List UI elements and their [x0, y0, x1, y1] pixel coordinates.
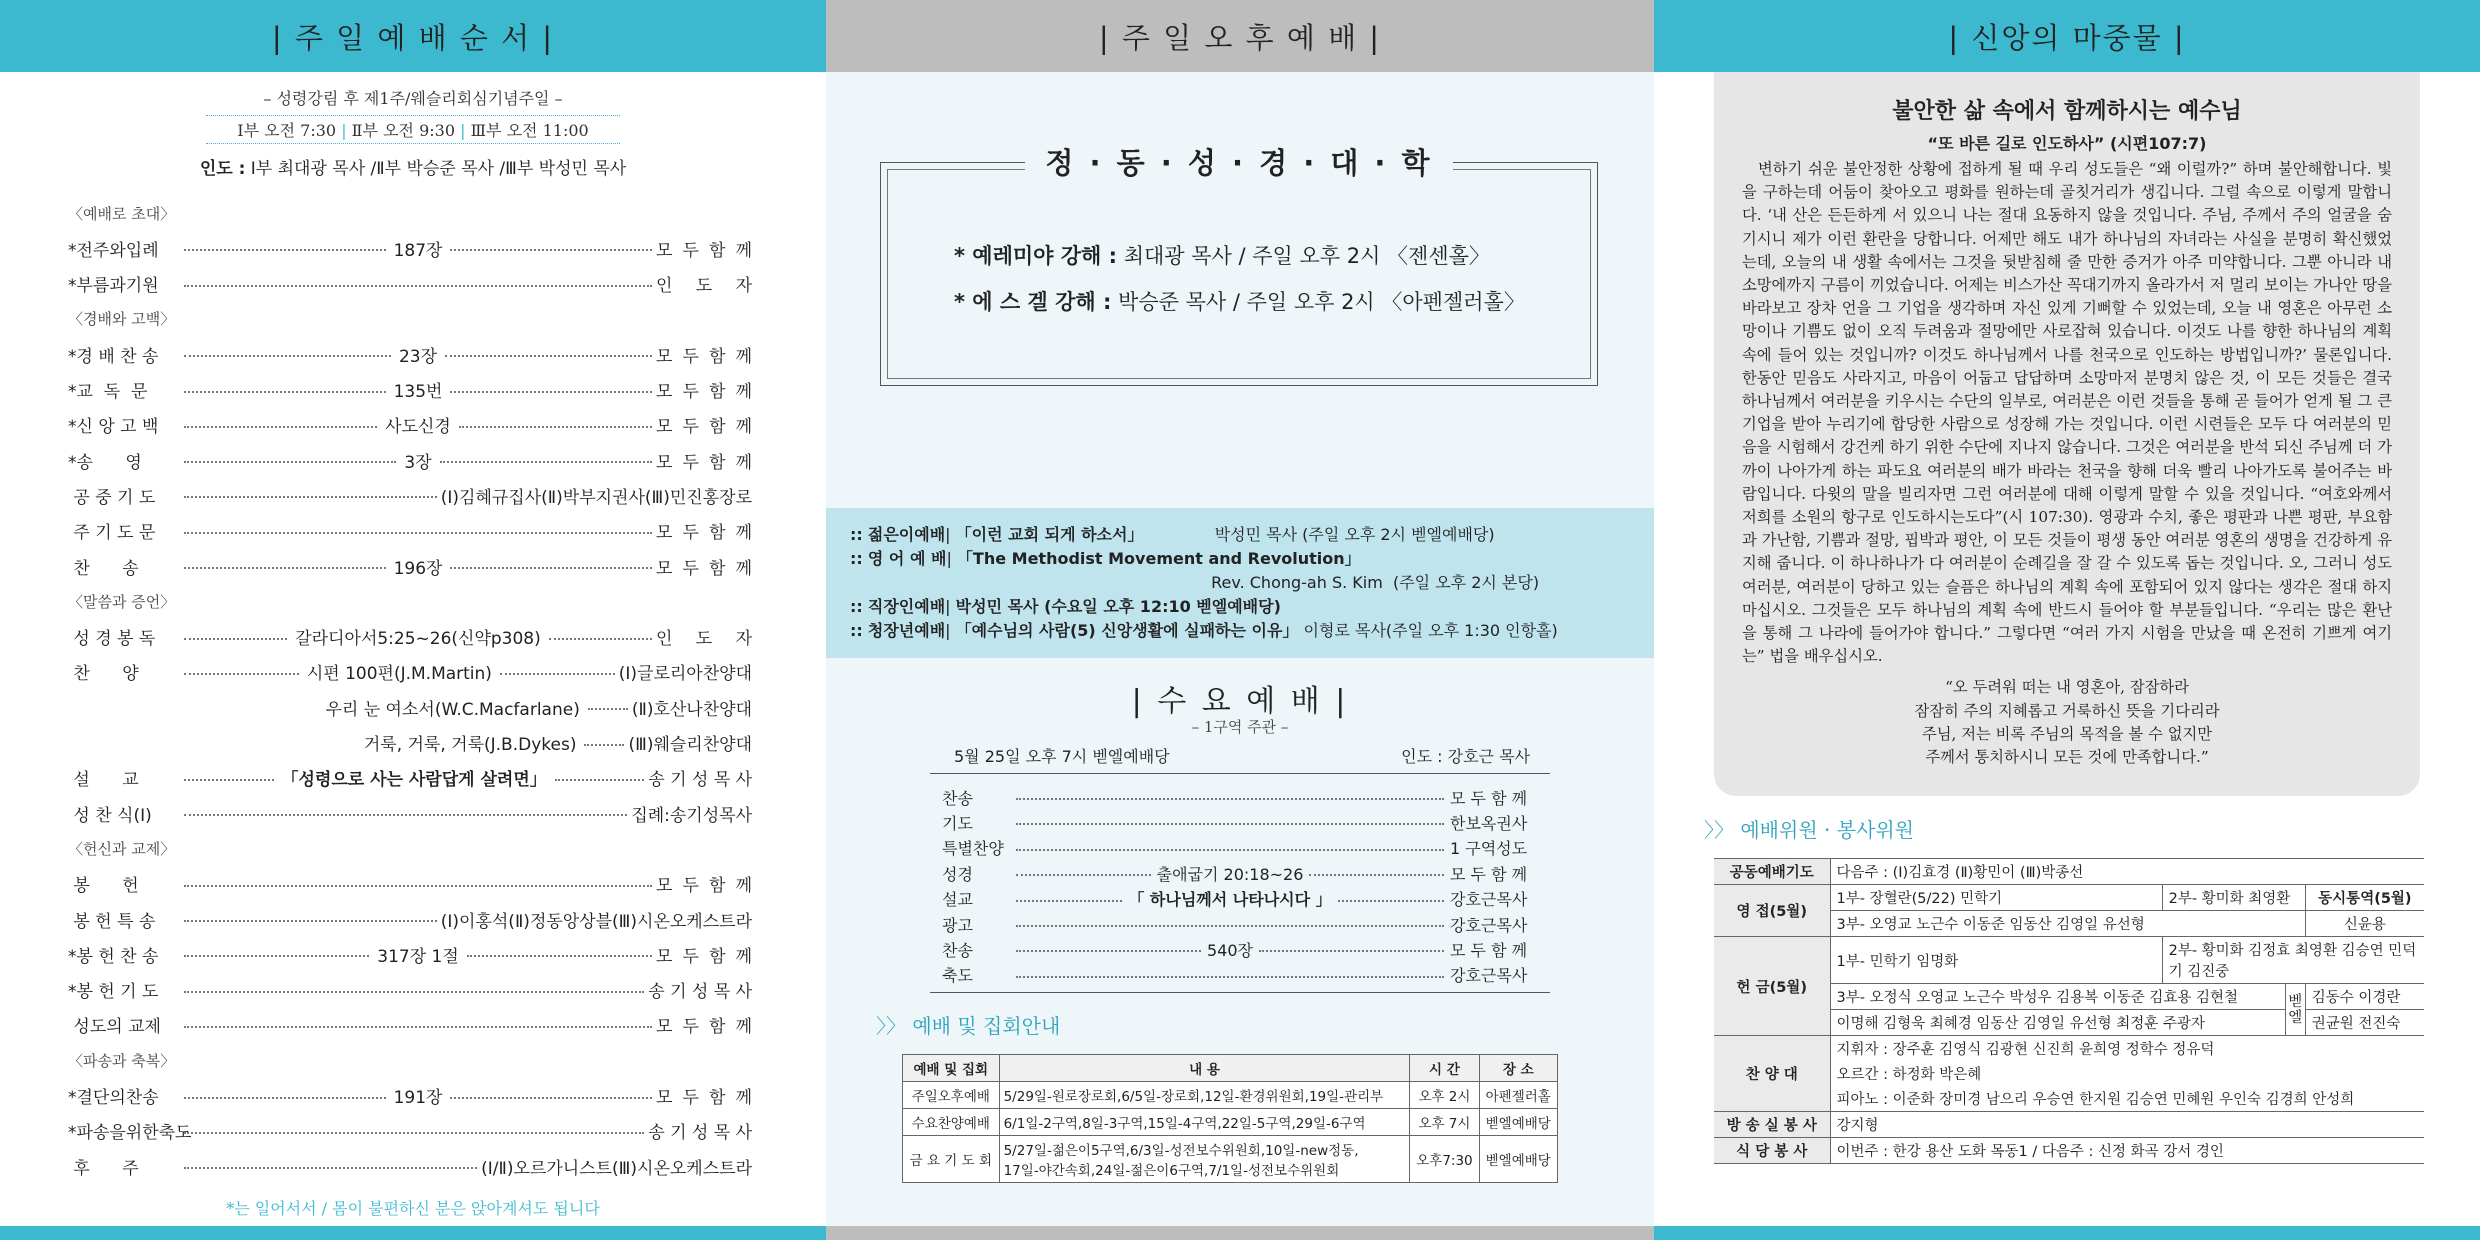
devotional-box [1714, 72, 2420, 796]
row-leader: 모 두 함 께 [656, 452, 752, 473]
row-label: *부름과기원 [68, 276, 159, 297]
leader-dots [184, 391, 386, 393]
staff-table: 공동예배기도 다음주 : (Ⅰ)김효경 (Ⅱ)황민이 (Ⅲ)박종선 영 접(5월) 1부- 장혈란(5/22) 민학기 2부- 황미화 최영환 동시통역(5월) 3부- 오영교 노근수 이동준 임동산 김영일 유선형 신윤용 헌 금(5월) 1부- 민학기 임명화 2부- 황미화 김정효 최영환 김승연 민덕기 김진중 3부- 오정식 오영교 노근수 박성우 김용복 이동준 김효용 김현철 벧 엘 김동수 이경란 이명해 김형욱 최혜경 임동산 김영일 유선형 최정훈 주광자 권균원 전진숙 찬 양 대 지휘자 : 장주훈 김영식 김광현 신진희 윤희영 정학수 정유덕 오르간 : 하정화 박은혜 피아노 : 이준화 장미경 남으리 우승연 한지원 김승연 민혜원 우인숙 김경희 안성희 방 송 실 봉 사 강지형 식 당 봉 사 이번주 : 한강 용산 도화 목동1 / 다음주 : 신정 화곡 강서 경인 [1714, 858, 2424, 1164]
row-item: 187장 [393, 240, 443, 261]
service-row [68, 339, 752, 369]
leader-dots [184, 532, 652, 534]
row-label: 설 교 [68, 770, 139, 791]
service-row [68, 728, 752, 758]
row-item: 317장 1절 [377, 946, 459, 967]
wednesday-row: 찬송 모 두 함 께 [942, 788, 1528, 808]
row-label: 성도의 교제 [68, 1017, 161, 1038]
row-label: 주 기 도 문 [68, 523, 156, 544]
leader-dots [184, 567, 386, 569]
service-row [68, 692, 752, 722]
leader-dots [184, 1167, 477, 1169]
wednesday-row: 특별찬양 1 구역성도 [942, 839, 1528, 859]
table-row: 금 요 기 도 회 5/27일-젊은이5구역,6/3일-성전보수위원회,10일-new정동, 17일-야간속회,24일-젊은이6구역,7/1일-성전보수위원회 오후7:30 벧엘예배당 [903, 1136, 1558, 1183]
time-1: Ⅰ부 오전 7:30 [237, 121, 337, 140]
leader-dots [555, 779, 645, 781]
section-heading [68, 586, 752, 616]
row-item: 23장 [398, 346, 438, 367]
leader-dots [184, 673, 299, 675]
service-row [68, 1116, 752, 1146]
service-times: Ⅰ부 오전 7:30 | Ⅱ부 오전 9:30 | Ⅲ부 오전 11:00 [206, 115, 620, 144]
leader-dots [450, 391, 652, 393]
leader-dots [445, 355, 652, 357]
afternoon-service-line: :: 영 어 예 배| 「The Methodist Movement and Revolution」 [850, 549, 1361, 568]
wednesday-row: 설교 「 하나님께서 나타나시다 」 강호근목사 [942, 890, 1528, 910]
row-leader: 모 두 함 께 [656, 876, 752, 897]
leader-dots [184, 638, 287, 640]
row-leader: 모 두 함 께 [656, 558, 752, 579]
bottom-bar [826, 1226, 1654, 1240]
service-row [68, 551, 752, 581]
row-leader: (Ⅱ)호산나찬양대 [631, 699, 752, 720]
service-row [68, 233, 752, 263]
row-leader: 모 두 함 께 [656, 1017, 752, 1038]
row-label: 성 경 봉 독 [68, 629, 156, 650]
service-row [68, 622, 752, 652]
row-item: 사도신경 [385, 417, 451, 438]
gatherings-heading: 〉〉 예배 및 집회안내 [876, 1014, 1061, 1038]
service-row [68, 763, 752, 793]
leaders-text: Ⅰ부 최대광 목사 /Ⅱ부 박승준 목사 /Ⅲ부 박성민 목사 [250, 159, 627, 179]
leaders-label: 인도 : [199, 159, 246, 179]
afternoon-services-box [826, 508, 1654, 658]
wednesday-row: 성경 출애굽기 20:18~26 모 두 함 께 [942, 864, 1528, 884]
row-leader: 집례:송기성목사 [631, 805, 752, 826]
row-item: 135번 [393, 382, 443, 402]
service-row [68, 975, 752, 1005]
leader-dots [184, 1132, 644, 1134]
afternoon-service-line: :: 직장인예배| 박성민 목사 (수요일 오후 12:10 벧엘예배당) [850, 597, 1281, 616]
service-row [68, 869, 752, 899]
row-leader: 인 도 자 [656, 276, 752, 297]
wednesday-row: 찬송 540장 모 두 함 께 [942, 940, 1528, 960]
service-row [68, 1151, 752, 1181]
devotional-title: 불안한 삶 속에서 함께하시는 예수님 [1892, 99, 2242, 124]
wednesday-row: 기도 한보옥권사 [942, 813, 1528, 833]
wednesday-row: 축도 강호근목사 [942, 966, 1528, 986]
leader-dots [500, 673, 615, 675]
row-item: 3장 [404, 452, 432, 473]
leader-dots [467, 955, 652, 957]
leader-dots [584, 744, 624, 746]
section-heading [68, 1045, 752, 1075]
leader-dots [450, 249, 652, 251]
service-row [68, 904, 752, 934]
row-leader: 송 기 성 목 사 [648, 770, 753, 791]
row-leader: 모 두 함 께 [656, 240, 752, 261]
order-of-worship-panel [0, 0, 826, 1240]
row-item: 우리 눈 여소서(W.C.Macfarlane) [325, 699, 580, 720]
table-header: 내 용 [999, 1055, 1410, 1082]
divider [930, 992, 1550, 993]
leader-dots [184, 461, 396, 463]
row-label: 찬 송 [68, 558, 139, 579]
row-label: 찬 양 [68, 664, 139, 685]
row-item: 191장 [393, 1088, 443, 1108]
row-label: 공 중 기 도 [68, 487, 156, 508]
wednesday-subtitle: – 1구역 주관 – [1191, 718, 1289, 736]
wednesday-leader: 인도 : 강호근 목사 [1401, 747, 1530, 766]
service-row [68, 1010, 752, 1040]
devotional-subtitle: “또 바른 길로 인도하사” (시편107:7) [1927, 134, 2207, 153]
service-row [68, 798, 752, 828]
row-leader: (Ⅰ)김혜규집사(Ⅱ)박부지권사(Ⅲ)민진홍장로 [440, 487, 752, 508]
section-heading [68, 304, 752, 334]
row-leader: 모 두 함 께 [656, 382, 752, 402]
lecture-2: * 에 스 겔 강해 : 박승준 목사 / 주일 오후 2시 〈아펜젤러홀〉 [954, 290, 1525, 314]
bottom-bar [1654, 1226, 2480, 1240]
row-label: *경 배 찬 송 [68, 346, 159, 367]
row-label: *전주와입례 [68, 240, 159, 261]
row-label: 〈파송과 축복〉 [68, 1051, 176, 1070]
leader-dots [184, 1026, 652, 1028]
section-heading [68, 833, 752, 863]
row-label: *결단의찬송 [68, 1088, 159, 1108]
table-row: 수요찬양예배 6/1일-2구역,8일-3구역,15일-4구역,22일-5구역,29일-6구역 오후 7시 벧엘예배당 [903, 1109, 1558, 1136]
lecture-1: * 예레미야 강해 : 최대광 목사 / 주일 오후 2시 〈젠센홀〉 [954, 244, 1490, 268]
leader-dots [184, 285, 652, 287]
leader-dots [440, 461, 652, 463]
row-item: 시편 100편(J.M.Martin) [306, 664, 492, 685]
row-item: 「성령으로 사는 사람답게 살려면」 [281, 770, 547, 791]
standing-note: *는 일어서서 / 몸이 불편하신 분은 앉아계셔도 됩니다 [226, 1199, 600, 1218]
devotional-panel [1654, 0, 2480, 1240]
time-3: Ⅲ부 오전 11:00 [470, 121, 589, 140]
row-leader: 송 기 성 목 사 [648, 1123, 752, 1144]
leaders-line [0, 154, 826, 179]
row-label: 〈예배로 초대〉 [68, 204, 176, 223]
table-header: 예배 및 집회 [903, 1055, 1000, 1082]
leader-dots [184, 426, 377, 428]
time-2: Ⅱ부 오전 9:30 [351, 121, 456, 140]
row-leader: (Ⅰ)글로리아찬양대 [618, 664, 752, 685]
devotional-body: 변하기 쉬운 불안정한 상황에 접하게 될 때 우리 성도들은 “왜 이럴까?” 하며 불안해합니다. 빛을 구하는데 어둠이 찾아오고 평화를 원하는데 골칫거리가 생깁니다. 그럴 속으로 이렇게 말합니다. ‘내 산은 든든하게 서 있으니 나는 절대 요동하지 않을 것입니다. 주님, 주께서 주의 얼굴을 숨기시니 제가 이런 환란을 당합니다. 어제만 해도 내가 하나님의 자녀라는 사실을 분명히 확신했었는데, 오늘의 내 생활 속에서는 그것을 뒷받침해 줄 만한 증거가 아주 미약합니다. 그뿐 아니라 내 소망에까지 구름이 끼었습니다. 어제는 비스가산 꼭대기까지 올라가서 저 멀리 보이는 가나안 땅을 바라보고 장차 언을 그 기업을 생각하며 자신 있게 기뻐할 수 있었는데, 오늘 내 영혼은 아무런 소망이나 기쁨도 없이 오직 두려움과 절망에만 사로잡혀 있습니다. 이것도 나를 향한 하나님의 계획 속에 들어 있는 것입니까? 이것도 하나님께서 나를 천국으로 인도하는 방법입니까?’ 물론입니다. 한동안 믿음도 사라지고, 마음이 어둡고 답답하며 소망마저 분명치 않은 것, 이 모든 것들은 결국 하나님께서 여러분을 키우시는 수단의 일부로, 여러분은 이런 것들을 통해 곧 들어가 얻게 될 그 큰 기업을 받아 누리기에 합당한 사람으로 성장해 가는 것입니다. 이런 시련들은 모두 다 여러분의 믿음을 시험해서 강건케 하기 위한 수단에 지나지 않습니다. 그것은 여러분을 반석 되신 주님께 더 가까이 나아가게 하는 파도요 여러분의 배가 바라는 천국을 향해 더욱 빨리 나아가도록 불어주는 바람입니다. 다윗의 말을 빌리자면 그런 여러분에 대해 이렇게 말할 수 있을 것입니다. “여호와께서 저희를 소원의 항구로 인도하시는도다”(시 107:30). 영광과 수치, 좋은 평판과 나쁜 평판, 부요함과 가난함, 기쁨과 절망, 핍박과 평안, 이 모든 것들이 평생 동안 여러분 영혼의 생명을 건강하게 유지해 줍니다. 이 하나하나가 다 여러분이 순례길을 잘 갈 수 있도록 돕는 것입니다. 오, 그러니 성도 여러분, 여러분이 당하고 있는 슬픔은 하나님의 계획 속에 포함되어 있지 않다는 생각은 절대 하지 마십시오. 그것들은 모두 하나님의 계획 속에 반드시 들어야 할 부분들입니다. “우리는 많은 환난을 통해 그 나라에 들어가야 합니다.” 그렇다면 “여러 가지 시험을 만났을 때 온전히 기쁘게 여기는” 법을 배우십시오. [1742, 160, 2392, 666]
leader-dots [459, 426, 652, 428]
service-row [68, 657, 752, 687]
service-row [68, 516, 752, 546]
row-leader: (Ⅰ)이홍석(Ⅱ)정동앙상블(Ⅲ)시온오케스트라 [440, 911, 752, 932]
row-label: 봉 헌 특 송 [68, 911, 156, 932]
leader-dots [184, 885, 652, 887]
section-heading [68, 198, 752, 228]
service-row [68, 1081, 752, 1111]
row-label: 〈헌신과 교제〉 [68, 839, 176, 858]
row-label: 봉 헌 [68, 876, 139, 897]
panel1-header: | 주 일 예 배 순 서 | [0, 0, 826, 72]
row-leader: 모 두 함 께 [656, 1088, 752, 1108]
service-row [68, 269, 752, 299]
leader-dots [184, 779, 274, 781]
row-label: *봉 헌 찬 송 [68, 946, 159, 967]
leader-dots [184, 249, 386, 251]
leader-dots [184, 1097, 386, 1099]
row-label: *파송을위한축도 [68, 1123, 192, 1144]
leader-dots [184, 496, 437, 498]
row-label: *송 영 [68, 452, 142, 473]
afternoon-service-line: Rev. Chong-ah S. Kim (주일 오후 2시 본당) [855, 573, 1540, 592]
service-row [68, 410, 752, 440]
wednesday-info [930, 744, 1550, 774]
service-row [68, 480, 752, 510]
table-header: 시 간 [1410, 1055, 1479, 1082]
leader-dots [450, 1097, 652, 1099]
row-label: 후 주 [68, 1158, 139, 1179]
leader-dots [184, 955, 369, 957]
leader-dots [184, 814, 627, 816]
service-row [68, 375, 752, 405]
row-leader: 모 두 함 께 [656, 346, 752, 367]
row-leader: (Ⅰ/Ⅱ)오르가니스트(Ⅲ)시온오케스트라 [481, 1158, 752, 1179]
row-leader: (Ⅲ)웨슬리찬양대 [628, 735, 752, 755]
service-row [68, 445, 752, 475]
bible-college-frame [880, 146, 1598, 386]
afternoon-service-line: :: 젊은이예배| 「이런 교회 되게 하소서」 박성민 목사 (주일 오후 2시 벧엘예배당) [850, 525, 1495, 544]
row-label: *봉 헌 기 도 [68, 982, 159, 1003]
gatherings-table [902, 1054, 1558, 1183]
row-label: *신 앙 고 백 [68, 417, 159, 438]
row-label: 성 찬 식(Ⅰ) [68, 805, 152, 826]
panel2-header: | 주 일 오 후 예 배 | [826, 0, 1654, 72]
service-row [68, 939, 752, 969]
leader-dots [450, 567, 652, 569]
wednesday-title: | 수 요 예 배 | [1131, 684, 1349, 719]
leader-dots [184, 991, 644, 993]
afternoon-service-line: :: 청장년예배| 「예수님의 사람(5) 신앙생활에 실패하는 이유」 이형로 목사(주일 오후 1:30 인항홀) [850, 621, 1558, 640]
afternoon-worship-panel [826, 0, 1654, 1240]
panel3-header: | 신앙의 마중물 | [1654, 0, 2480, 72]
table-row: 주일오후예배 5/29일-원로장로회,6/5일-장로회,12일-환경위원회,19일-관리부 오후 2시 아펜젤러홀 [903, 1082, 1558, 1109]
leader-dots [588, 708, 628, 710]
row-item: 갈라디아서5:25~26(신약p308) [295, 629, 541, 650]
row-label: 〈경배와 고백〉 [68, 310, 176, 329]
worship-subtitle: – 성령강림 후 제1주/웨슬리회심기념주일 – [263, 89, 563, 108]
bible-college-title: 정 · 동 · 성 · 경 · 대 · 학 [1025, 146, 1452, 180]
row-label: *교 독 문 [68, 382, 148, 402]
leader-dots [184, 355, 391, 357]
row-leader: 송 기 성 목 사 [648, 982, 752, 1003]
leader-dots [549, 638, 652, 640]
row-leader: 인 도 자 [656, 629, 753, 650]
row-leader: 모 두 함 께 [656, 946, 753, 967]
row-item: 196장 [393, 558, 443, 579]
table-header: 장 소 [1479, 1055, 1557, 1082]
row-leader: 모 두 함 께 [656, 417, 753, 438]
wednesday-date: 5월 25일 오후 7시 벧엘예배당 [954, 747, 1170, 766]
devotional-verse: “오 두려워 떠는 내 영혼아, 잠잠하라 잠잠히 주의 지혜롭고 거룩하신 뜻을 기다리라 주님, 저는 비록 주님의 목적을 볼 수 없지만 주께서 통치하시니 모든 것에 만족합니다.” [1914, 678, 2220, 767]
row-label: 〈말씀과 증언〉 [68, 592, 176, 611]
wednesday-row: 광고 강호근목사 [942, 915, 1528, 935]
bottom-bar [0, 1226, 826, 1240]
staff-heading: 〉〉 예배위원 · 봉사위원 [1704, 818, 1914, 842]
leader-dots [184, 920, 437, 922]
row-leader: 모 두 함 께 [656, 523, 752, 544]
row-item: 거룩, 거룩, 거룩(J.B.Dykes) [363, 735, 577, 755]
